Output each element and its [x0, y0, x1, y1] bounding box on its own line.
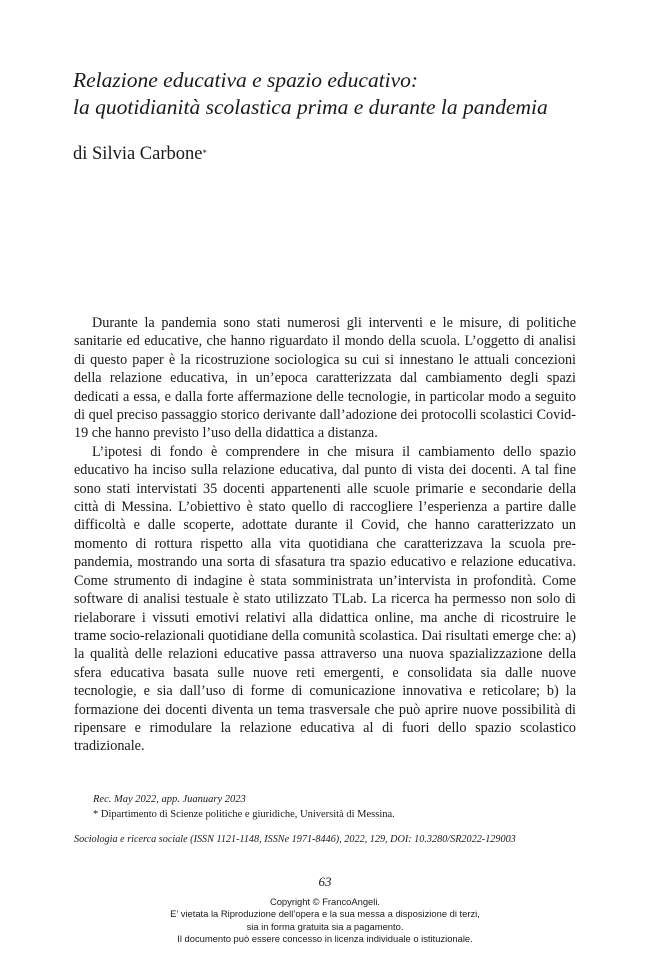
- title-line-2: la quotidianità scolastica prima e durante la pandemia: [73, 95, 548, 119]
- abstract: [74, 314, 576, 756]
- abstract-paragraph: Durante la pandemia sono stati numerosi gli interventi e le misure, di politiche sanitarie ed educative, che hanno riguardato il mondo della scuola. L’oggetto di analisi di questo paper è la ricostruzione sociologica su cui si innestano le attuali concezioni della relazione educativa, in un’epoca caratterizzata dal cambiamento degli spazi dedicati a essa, e dalla forte affermazione delle tecnologie, in particolar modo a seguito di quel preciso passaggio storico derivante dall’adozione dei protocolli scolastici Covid-19 che hanno previsto l’uso della didattica a distanza.: [74, 315, 576, 442]
- abstract-paragraph: L’ipotesi di fondo è comprendere in che misura il cambiamento dello spazio educativo ha inciso sulla relazione educativa, dal punto di vista dei docenti. A tal fine sono stati intervistati 35 docenti appartenenti alle scuole primarie e secondarie della città di Messina. L’obiettivo è stato quello di raccogliere l’esperienza a partire dalle difficoltà e dalle scoperte, adottate durante il Covid, che hanno caratterizzato un momento di rottura rispetto alla vita quotidiana che caratterizzava la scuola pre-pandemia, mostrando una sorta di sfasatura tra spazio educativo e relazione educativa. Come strumento di indagine è stata somministrata un’intervista in profondità. Come software di analisi testuale è stato utilizzato TLab. La ricerca ha permesso non solo di rielaborare i vissuti emotivi relativi alla didattica online, ma anche di ricostruire le trame socio-relazionali quotidiane della comunità scolastica. Dai risultati emerge che: a) la qualità delle relazioni educative passa attraverso una nuova spazializzazione della sfera educativa basata sulle nuove reti emergenti, e consolidata sia dalle nuove tecnologie, e sia dall’uso di forme di comunicazione innovativa e reticolare; b) la formazione dei docenti diventa un tema trasversale che può aprire nuove possibilità di ripensare e rimodulare la relazione educativa al di fuori dello spazio scolastico tradizionale.: [74, 443, 576, 755]
- received-accepted-dates: Rec. May 2022, app. Juanuary 2023: [93, 794, 246, 805]
- copyright-notice: [0, 896, 650, 946]
- copyright-line: E’ vietata la Riproduzione dell’opera e la sua messa a disposizione di terzi,: [170, 908, 480, 920]
- author-byline: [73, 143, 207, 165]
- author-name: di Silvia Carbone: [73, 144, 203, 164]
- copyright-line: sia in forma gratuita sia a pagamento.: [246, 920, 404, 932]
- article-title: [73, 67, 613, 121]
- copyright-line: Il documento può essere concesso in licenza individuale o istituzionale.: [177, 933, 473, 945]
- journal-citation: Sociologia e ricerca sociale (ISSN 1121-1148, ISSNe 1971-8446), 2022, 129, DOI: 10.3280/SR2022-129003: [74, 834, 516, 845]
- title-line-1: Relazione educativa e spazio educativo:: [73, 68, 419, 92]
- article-notes: [93, 792, 395, 822]
- page-number: 63: [318, 874, 332, 889]
- author-affiliation-footnote: * Dipartimento di Scienze politiche e giuridiche, Università di Messina.: [93, 809, 395, 820]
- author-footnote-mark: *: [202, 148, 207, 158]
- copyright-line: Copyright © FrancoAngeli.: [269, 896, 381, 907]
